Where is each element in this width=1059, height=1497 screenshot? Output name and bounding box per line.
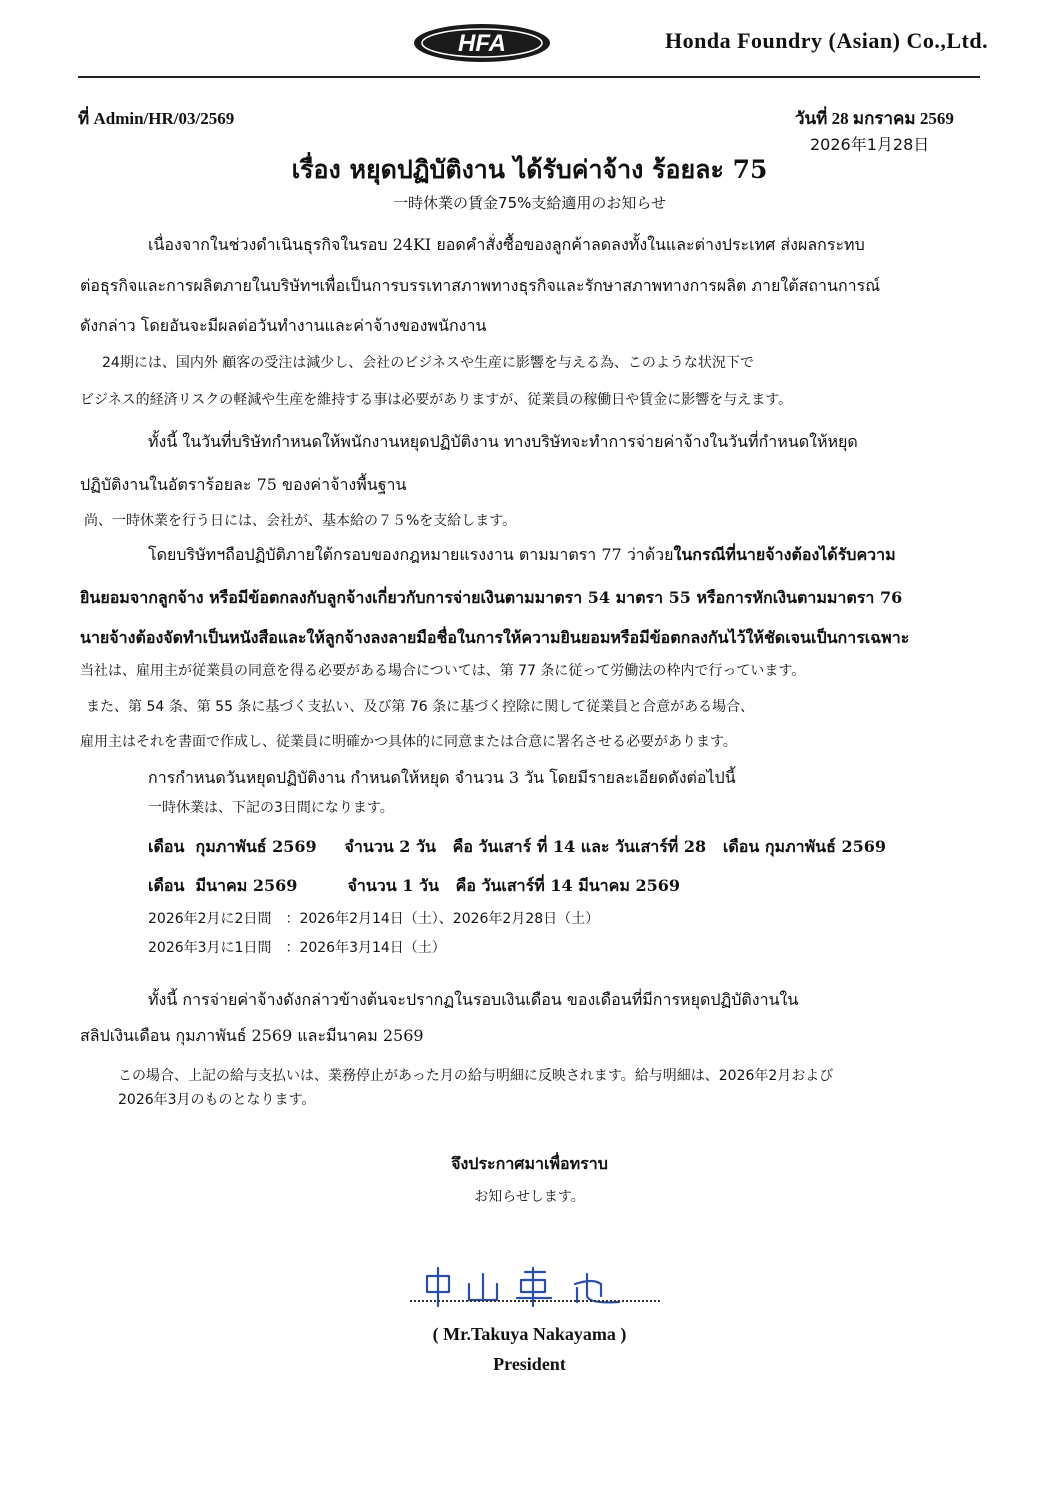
para4-line: การกำหนดวันหยุดปฏิบัติงาน กำหนดให้หยุด จำนวน 3 วัน โดยมีรายละเอียดดังต่อไปนี้	[148, 768, 736, 787]
signature-line	[410, 1300, 660, 1302]
jp4-line: 一時休業は、下記の3日間になります。	[148, 800, 394, 816]
date-japanese: 2026年1月28日	[810, 135, 930, 154]
para3-line3: นายจ้างต้องจัดทำเป็นหนังสือและให้ลูกจ้างลงลายมือชื่อในการให้ความยินยอมหรือมีข้อตกลงกันไว้ให้ชัดเจนเป็นการเฉพาะ	[80, 628, 910, 647]
logo-text: HFA	[458, 30, 506, 57]
para3-line1-bold: ในกรณีที่นายจ้างต้องได้รับความ	[673, 545, 896, 564]
para5-line1: ทั้งนี้ การจ่ายค่าจ้างดังกล่าวข้างต้นจะปรากฏในรอบเงินเดือน ของเดือนที่มีการหยุดปฏิบัติงานใน	[148, 990, 799, 1009]
para1-line2: ต่อธุรกิจและการผลิตภายในบริษัทฯเพื่อเป็นการบรรเทาสภาพทางธุรกิจและรักษาสภาพทางการผลิต ภายใต้สถานการณ์	[80, 276, 881, 295]
para1-line1: เนื่องจากในช่วงดำเนินธุรกิจในรอบ 24KI ยอดคำสั่งซื้อของลูกค้าลดลงทั้งในและต่างประเทศ ส่งผลกระทบ	[148, 235, 865, 254]
title-japanese: 一時休業の賃金75%支給適用のお知らせ	[393, 194, 666, 212]
para2-line1: ทั้งนี้ ในวันที่บริษัทกำหนดให้พนักงานหยุดปฏิบัติงาน ทางบริษัทจะทำการจ่ายค่าจ้างในวันที่กำหนดให้หยุด	[148, 432, 858, 451]
para5-line2: สลิปเงินเดือน กุมภาพันธ์ 2569 และมีนาคม 2569	[80, 1026, 424, 1045]
jp5-line2: 2026年3月のものとなります。	[118, 1092, 316, 1108]
jp3-line1: 当社は、雇用主が従業員の同意を得る必要がある場合については、第 77 条に従って労働法の枠内で行っています。	[80, 663, 806, 679]
signer-name: ( Mr.Takuya Nakayama )	[432, 1324, 627, 1344]
signer-position: President	[493, 1354, 566, 1374]
para2-line2: ปฏิบัติงานในอัตราร้อยละ 75 ของค่าจ้างพื้นฐาน	[80, 475, 407, 494]
jp1-line2: ビジネス的経済リスクの軽減や生産を維持する事は必要がありますが、従業員の稼働日や賃金に影響を与えます。	[80, 392, 793, 408]
header-divider	[78, 76, 980, 78]
company-name: Honda Foundry (Asian) Co.,Ltd.	[665, 28, 989, 53]
schedule-thai-mar: เดือน มีนาคม 2569 จำนวน 1 วัน คือ วันเสาร์ที่ 14 มีนาคม 2569	[148, 876, 681, 895]
schedule-thai-feb: เดือน กุมภาพันธ์ 2569 จำนวน 2 วัน คือ วันเสาร์ ที่ 14 และ วันเสาร์ที่ 28 เดือน กุมภาพันธ์ 2569	[148, 837, 886, 856]
jp3-line2: また、第 54 条、第 55 条に基づく支払い、及び第 76 条に基づく控除に関して従業員と合意がある場合、	[86, 699, 755, 715]
schedule-jp-mar: 2026年3月に1日間 ：2026年3月14日（土）	[148, 940, 446, 956]
handwritten-signature	[405, 1262, 665, 1310]
date-thai: วันที่ 28 มกราคม 2569	[795, 109, 954, 128]
para3-line2: ยินยอมจากลูกจ้าง หรือมีข้อตกลงกับลูกจ้างเกี่ยวกับการจ่ายเงินตามมาตรา 54 มาตรา 55 หรือการหักเงินตามมาตรา 76	[80, 588, 903, 607]
para1-line3: ดังกล่าว โดยอันจะมีผลต่อวันทำงานและค่าจ้างของพนักงาน	[80, 316, 487, 335]
closing-japanese: お知らせします。	[474, 1189, 585, 1205]
jp1-line1: 24期には、国内外 顧客の受注は減少し、会社のビジネスや生産に影響を与える為、このような状況下で	[102, 355, 754, 371]
company-logo	[412, 22, 552, 64]
title-thai: เรื่อง หยุดปฏิบัติงาน ได้รับค่าจ้าง ร้อยละ 75	[291, 155, 768, 184]
jp3-line3: 雇用主はそれを書面で作成し、従業員に明確かつ具体的に同意または合意に署名させる必要があります。	[80, 734, 737, 750]
reference-number: ที่ Admin/HR/03/2569	[78, 109, 235, 128]
jp2-line: 尚、一時休業を行う日には、会社が、基本給の７５%を支給します。	[84, 513, 517, 529]
jp5-line1: この場合、上記の給与支払いは、業務停止があった月の給与明細に反映されます。給与明細は、2026年2月および	[118, 1068, 834, 1084]
para3-line1-text: โดยบริษัทฯถือปฏิบัติภายใต้กรอบของกฎหมายแรงงาน ตามมาตรา 77 ว่าด้วย	[148, 545, 674, 564]
schedule-jp-feb: 2026年2月に2日間 ：2026年2月14日（土）、2026年2月28日（土）	[148, 911, 600, 927]
closing-thai: จึงประกาศมาเพื่อทราบ	[451, 1154, 608, 1173]
para3-line1	[148, 546, 896, 564]
